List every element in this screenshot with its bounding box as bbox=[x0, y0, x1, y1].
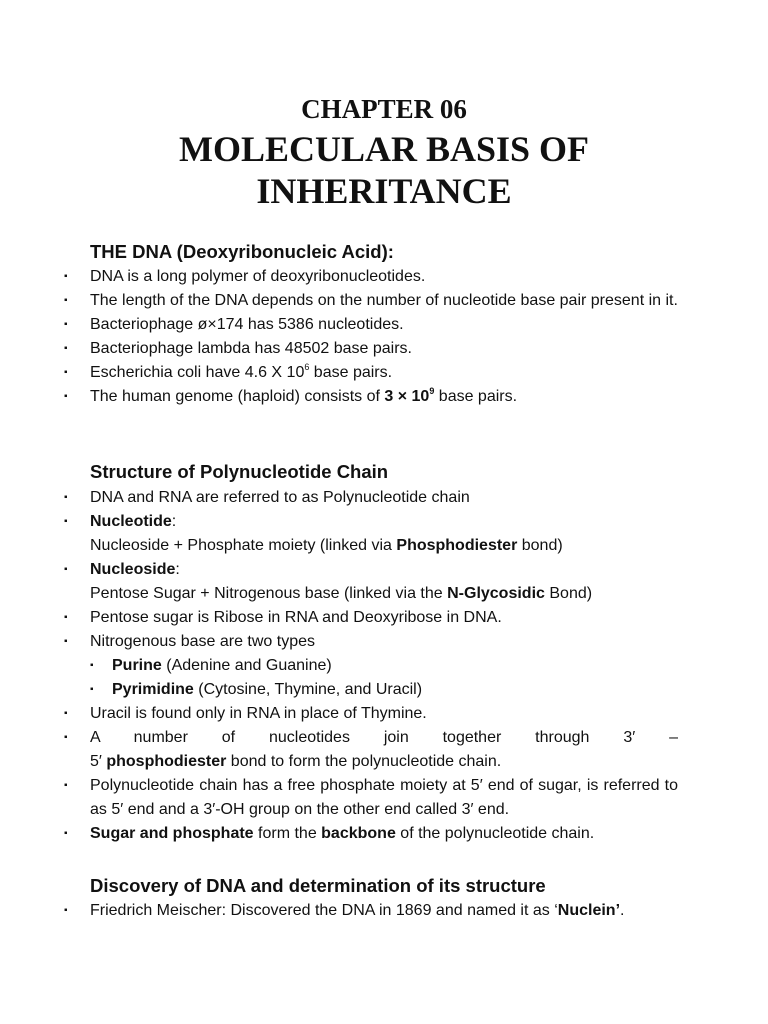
chapter-title-line1: MOLECULAR BASIS OF bbox=[178, 129, 590, 169]
list-item-nitrogenous bbox=[62, 630, 678, 702]
backbone-text: form the bbox=[253, 825, 322, 842]
meischer-text-end: . bbox=[620, 902, 625, 919]
list-item: ▪ Bacteriophage ø×174 has 5386 nucleotides. bbox=[62, 313, 678, 337]
phosphodiester-bond-term: phosphodiester bbox=[106, 753, 227, 770]
list-item bbox=[62, 361, 678, 385]
nitrogenous-text: Nitrogenous base are two types bbox=[90, 633, 316, 650]
sub-item-pyrimidine bbox=[90, 678, 678, 702]
chapter-number: CHAPTER 06 bbox=[301, 94, 467, 124]
nucleoside-definition: Pentose Sugar + Nitrogenous base (linked via the bbox=[90, 585, 448, 602]
pyrimidine-term: Pyrimidine bbox=[112, 681, 194, 698]
list-item: ▪ The length of the DNA depends on the number of nucleotide base pair present in it. bbox=[62, 289, 678, 313]
list-item: ▪ Pentose sugar is Ribose in RNA and Deoxyribose in DNA. bbox=[62, 606, 678, 630]
ecoli-exponent: 6 bbox=[304, 362, 310, 372]
nucleotide-definition: Nucleoside + Phosphate moiety (linked via bbox=[90, 537, 397, 554]
join-text-line2 bbox=[90, 750, 678, 774]
section-heading-discovery: Discovery of DNA and determination of its structure bbox=[90, 875, 546, 896]
list-item-nucleotide bbox=[62, 510, 678, 558]
sugar-phosphate-term: Sugar and phosphate bbox=[90, 825, 254, 842]
chapter-title bbox=[0, 128, 768, 212]
list-item: ▪ Bacteriophage lambda has 48502 base pairs. bbox=[62, 337, 678, 361]
ecoli-text: Escherichia coli have 4.6 X 10 bbox=[90, 364, 305, 381]
meischer-text: Friedrich Meischer: Discovered the DNA in 1869 and named it as ‘ bbox=[90, 902, 558, 919]
list-item-backbone bbox=[62, 822, 678, 846]
nucleotide-definition-end: bond) bbox=[517, 537, 563, 554]
genome-exponent: 9 bbox=[429, 386, 435, 396]
purine-text: (Adenine and Guanine) bbox=[161, 657, 332, 674]
section-heading-polynucleotide: Structure of Polynucleotide Chain bbox=[90, 461, 389, 482]
ecoli-text-end: base pairs. bbox=[309, 364, 393, 381]
nuclein-term: Nuclein’ bbox=[557, 902, 621, 919]
genome-text: The human genome (haploid) consists of bbox=[90, 388, 385, 405]
list-item: ▪ DNA is a long polymer of deoxyribonucleotides. bbox=[62, 265, 678, 289]
polynucleotide-list bbox=[62, 486, 678, 846]
nucleoside-label: Nucleoside bbox=[90, 561, 176, 578]
dna-facts-list bbox=[62, 265, 678, 409]
nucleotide-colon: : bbox=[171, 513, 177, 530]
list-item: ▪ Polynucleotide chain has a free phosphate moiety at 5′ end of sugar, is referred to as 5′ end and a 3′-OH group on the other end called 3′ end. bbox=[62, 774, 678, 822]
join-text-line1: ▪ A number of nucleotides join together through 3′ – bbox=[90, 729, 678, 746]
nucleotide-label: Nucleotide bbox=[90, 513, 172, 530]
chapter-title-line2: INHERITANCE bbox=[256, 171, 512, 211]
discovery-list bbox=[62, 899, 678, 923]
phosphodiester-term: Phosphodiester bbox=[396, 537, 518, 554]
backbone-text-end: of the polynucleotide chain. bbox=[395, 825, 595, 842]
pyrimidine-text: (Cytosine, Thymine, and Uracil) bbox=[193, 681, 423, 698]
nucleoside-colon: : bbox=[175, 561, 180, 578]
n-glycosidic-term: N-Glycosidic bbox=[447, 585, 545, 602]
list-item: ▪ Uracil is found only in RNA in place of Thymine. bbox=[62, 702, 678, 726]
backbone-term: backbone bbox=[321, 825, 396, 842]
sub-item-purine bbox=[90, 654, 678, 678]
purine-term: Purine bbox=[112, 657, 162, 674]
base-types-list bbox=[90, 654, 678, 702]
list-item bbox=[62, 385, 678, 409]
section-heading-dna: THE DNA (Deoxyribonucleic Acid): bbox=[90, 241, 394, 262]
list-item-meischer bbox=[62, 899, 678, 923]
genome-value: 3 × 10 bbox=[384, 388, 430, 405]
list-item: ▪ DNA and RNA are referred to as Polynucleotide chain bbox=[62, 486, 678, 510]
join-prefix: 5′ bbox=[90, 753, 107, 770]
join-suffix: bond to form the polynucleotide chain. bbox=[226, 753, 502, 770]
nucleoside-definition-end: Bond) bbox=[544, 585, 593, 602]
genome-text-end: base pairs. bbox=[434, 388, 518, 405]
list-item-join bbox=[62, 726, 678, 774]
list-item-nucleoside bbox=[62, 558, 678, 606]
